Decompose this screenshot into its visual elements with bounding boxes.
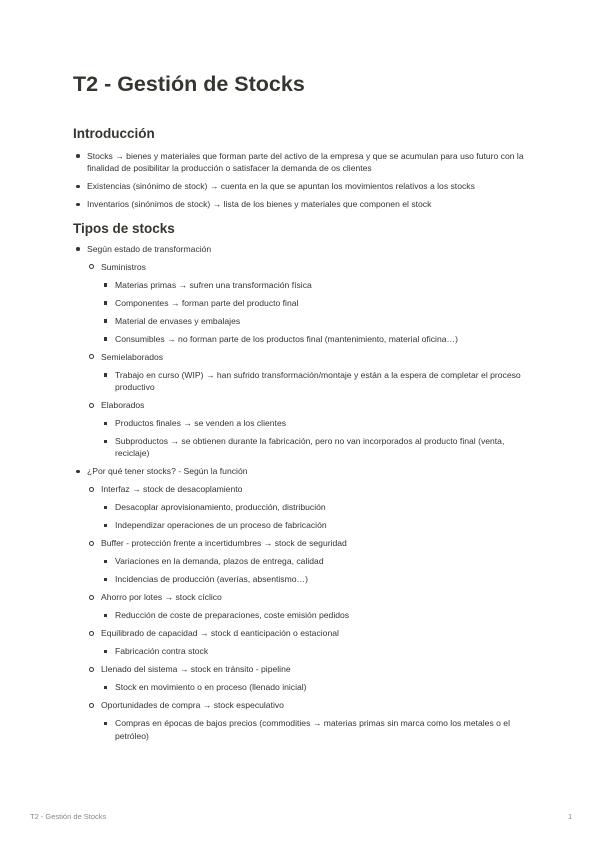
subsublist-item: Incidencias de producción (averías, absentismo…) xyxy=(101,573,533,585)
list-item xyxy=(73,243,533,460)
sublist-item xyxy=(87,537,533,585)
subsublist-item: Material de envases y embalajes xyxy=(101,315,533,327)
intro-list xyxy=(73,144,533,210)
sublist-item xyxy=(87,351,533,394)
subsublist xyxy=(101,609,533,621)
subsublist-item: Reducción de coste de preparaciones, coste emisión pedidos xyxy=(101,609,533,621)
subsublist-item: Materias primas → sufren una transformación física xyxy=(101,279,533,291)
subsublist xyxy=(101,645,533,657)
sublist-item-label: Interfaz → stock de desacoplamiento xyxy=(101,484,243,495)
subsublist xyxy=(101,369,533,394)
subsublist xyxy=(101,717,533,742)
sublist-item-label: Ahorro por lotes → stock cíclico xyxy=(101,592,222,603)
subsublist-item: Stock en movimiento o en proceso (llenado inicial) xyxy=(101,681,533,693)
subsublist xyxy=(101,555,533,585)
section-heading-tipos-de-stocks: Tipos de stocks xyxy=(73,221,175,236)
sublist-item xyxy=(87,261,533,345)
list-item-label: ¿Por qué tener stocks? - Según la función xyxy=(87,466,248,477)
sublist-item-label: Equilibrado de capacidad → stock d eanticipación o estacional xyxy=(101,628,339,639)
tipos-list xyxy=(73,237,533,742)
subsublist xyxy=(101,279,533,345)
section-heading-introduccion: Introducción xyxy=(73,126,155,141)
subsublist-item: Subproductos → se obtienen durante la fabricación, pero no van incorporados al producto final (venta, reciclaje) xyxy=(101,435,533,460)
list-item: Inventarios (sinónimos de stock) → lista de los bienes y materiales que componen el stock xyxy=(73,198,533,210)
footer-title: T2 - Gestión de Stocks xyxy=(30,812,107,821)
subsublist xyxy=(101,501,533,531)
sublist-item xyxy=(87,399,533,460)
list-item: Stocks → bienes y materiales que forman parte del activo de la empresa y que se acumulan para uso futuro con la finalidad de posibilitar la producción o satisfacer la demanda de os clientes xyxy=(73,150,533,175)
sublist-item xyxy=(87,483,533,531)
subsublist-item: Variaciones en la demanda, plazos de entrega, calidad xyxy=(101,555,533,567)
sublist-item xyxy=(87,699,533,742)
subsublist xyxy=(101,681,533,693)
subsublist-item: Trabajo en curso (WIP) → han sufrido transformación/montaje y están a la espera de completar el proceso productivo xyxy=(101,369,533,394)
sublist xyxy=(87,261,533,460)
subsublist-item: Consumibles → no forman parte de los productos final (mantenimiento, material oficina…) xyxy=(101,333,533,345)
sublist-item xyxy=(87,627,533,657)
subsublist-item: Fabricación contra stock xyxy=(101,645,533,657)
footer-page-number: 1 xyxy=(568,812,573,821)
page-title: T2 - Gestión de Stocks xyxy=(73,72,305,96)
sublist-item-label: Buffer - protección frente a incertidumbres → stock de seguridad xyxy=(101,538,347,549)
subsublist-item: Desacoplar aprovisionamiento, producción, distribución xyxy=(101,501,533,513)
sublist-item-label: Llenado del sistema → stock en tránsito - pipeline xyxy=(101,664,291,675)
sublist-item-label: Oportunidades de compra → stock especulativo xyxy=(101,700,284,711)
sublist-item-label: Suministros xyxy=(101,261,146,272)
subsublist xyxy=(101,417,533,460)
sublist-item xyxy=(87,591,533,621)
subsublist-item: Compras en épocas de bajos precios (commodities → materias primas sin marca como los metales o el petróleo) xyxy=(101,717,533,742)
subsublist-item: Componentes → forman parte del producto final xyxy=(101,297,533,309)
subsublist-item: Independizar operaciones de un proceso de fabricación xyxy=(101,519,533,531)
list-item-label: Según estado de transformación xyxy=(87,243,212,254)
list-item xyxy=(73,465,533,742)
list-item: Existencias (sinónimo de stock) → cuenta en la que se apuntan los movimientos relativos a los stocks xyxy=(73,180,533,192)
subsublist-item: Productos finales → se venden a los clientes xyxy=(101,417,533,429)
sublist-item xyxy=(87,663,533,693)
sublist-item-label: Elaborados xyxy=(101,400,145,410)
sublist-item-label: Semielaborados xyxy=(101,351,164,362)
sublist xyxy=(87,483,533,742)
